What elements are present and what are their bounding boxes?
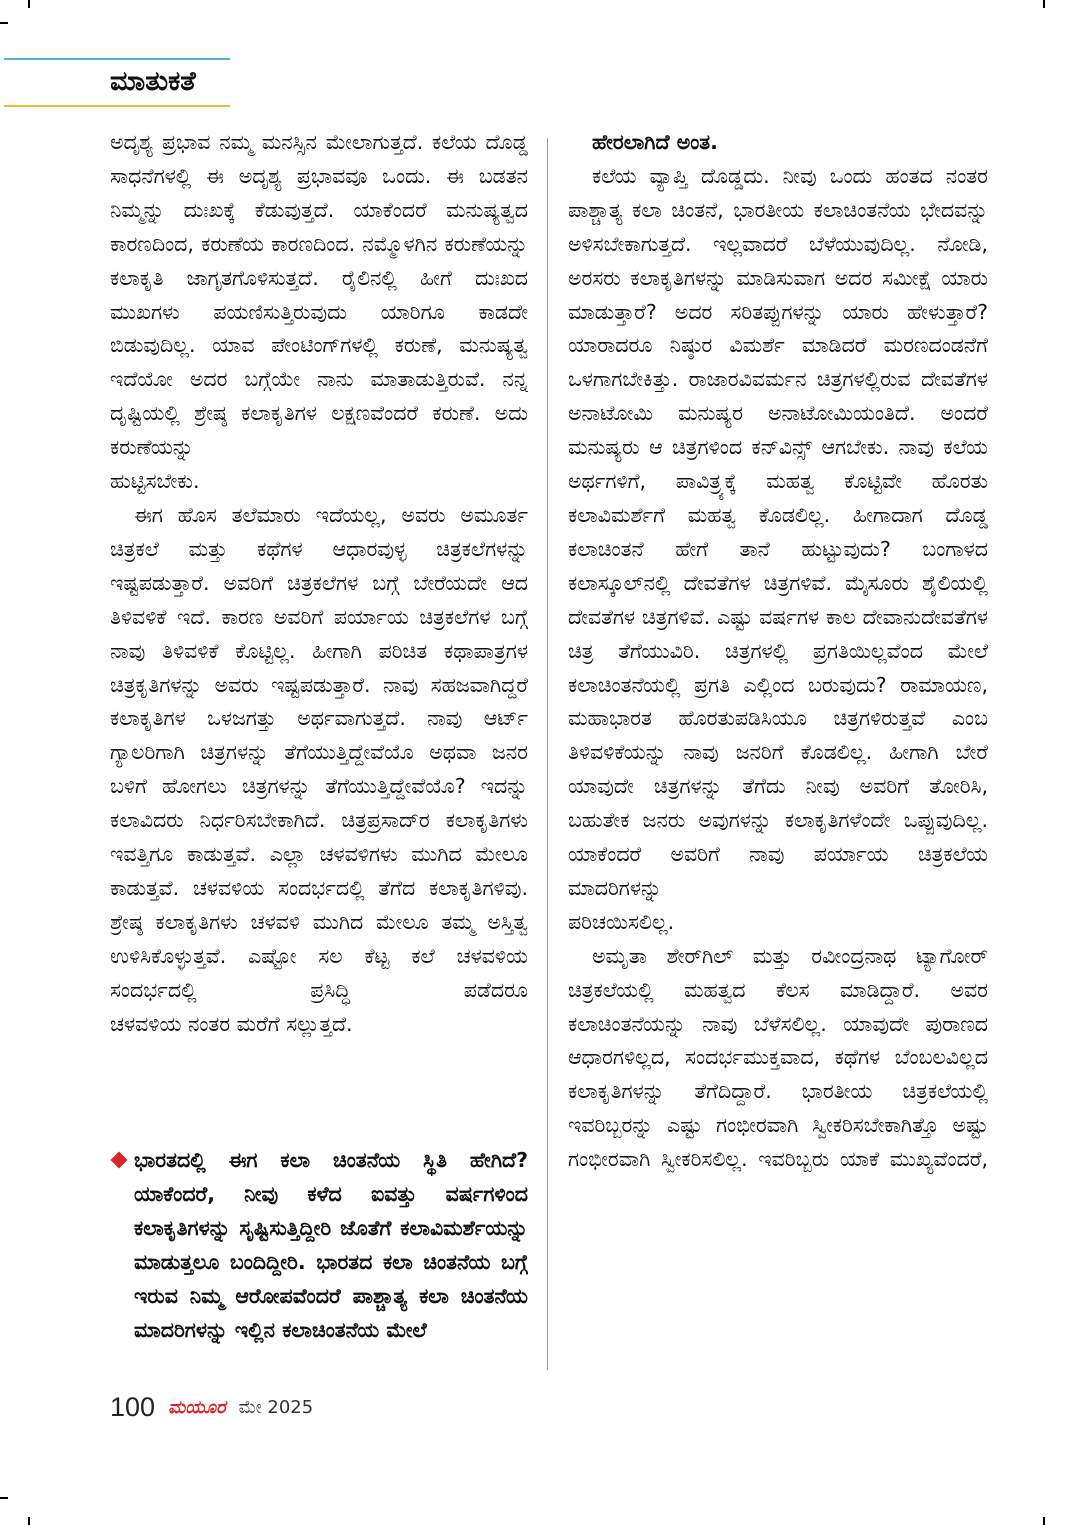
header-rule-bottom <box>4 105 230 107</box>
paragraph-last-line: ಪರಿಚಯಿಸಲಿಲ್ಲ. <box>568 909 675 934</box>
paragraph-text: ಅದೃಶ್ಯ ಪ್ರಭಾವ ನಮ್ಮ ಮನಸ್ಸಿನ ಮೇಲಾಗುತ್ತದೆ. ಕಲೆಯ ದೊಡ್ಡ ಸಾಧನೆಗಳಲ್ಲಿ ಈ ಅದೃಶ್ಯ ಪ್ರಭಾವವೂ ಒಂದು. ಈ ಬಡತನ ನಿಮ್ಮನ್ನು ದುಃಖಕ್ಕೆ ಕೆಡುವುತ್ತದೆ. ಯಾಕೆಂದರೆ ಮನುಷ್ಯತ್ವದ ಕಾರಣದಿಂದ, ಕರುಣೆಯ ಕಾರಣದಿಂದ. ನಮ್ಮೊಳಗಿನ ಕರುಣೆಯನ್ನು ಕಲಾಕೃತಿ ಜಾಗೃತಗೊಳಿಸುತ್ತದೆ. ರೈಲಿನಲ್ಲಿ ಹೀಗೆ ದುಃಖದ ಮುಖಗಳು ಪಯಣಿಸುತ್ತಿರುವುದು ಯಾರಿಗೂ ಕಾಡದೇ ಬಿಡುವುದಿಲ್ಲ. ಯಾವ ಪೇಂಟಿಂಗ್‌ಗಳಲ್ಲಿ ಕರುಣೆ, ಮನುಷ್ಯತ್ವ ಇದೆಯೋ ಅದರ ಬಗ್ಗೆಯೇ ನಾನು ಮಾತಾಡುತ್ತಿರುವೆ. ನನ್ನ ದೃಷ್ಟಿಯಲ್ಲಿ ಶ್ರೇಷ್ಠ ಕಲಾಕೃತಿಗಳ ಲಕ್ಷಣವೆಂದರೆ ಕರುಣೆ. ಅದು ಕರುಣೆಯನ್ನು <box>110 130 528 460</box>
paragraph-text: ಅಮೃತಾ ಶೇರ್‌ಗಿಲ್ ಮತ್ತು ರವೀಂದ್ರನಾಥ ಟ್ಯಾಗೋರ್ ಚಿತ್ರಕಲೆಯಲ್ಲಿ ಮಹತ್ವದ ಕೆಲಸ ಮಾಡಿದ್ದಾರೆ. ಅವರ ಕಲಾಚಿಂತನೆಯನ್ನು ನಾವು ಬೆಳೆಸಲಿಲ್ಲ. ಯಾವುದೇ ಪುರಾಣದ ಆಧಾರಗಳಿಲ್ಲದ, ಸಂದರ್ಭಮುಕ್ತವಾದ, ಕಥೆಗಳ ಬೆಂಬಲವಿಲ್ಲದ ಕಲಾಕೃತಿಗಳನ್ನು ತೆಗೆದಿದ್ದಾರೆ. ಭಾರತೀಯ ಚಿತ್ರಕಲೆಯಲ್ಲಿ ಇವರಿಬ್ಬರನ್ನು ಎಷ್ಟು ಗಂಭೀರವಾಗಿ ಸ್ವೀಕರಿಸಬೇಕಾಗಿತ್ತೊ ಅಷ್ಟು ಗಂಭೀರವಾಗಿ ಸ್ವೀಕರಿಸಲಿಲ್ಲ. ಇವರಿಬ್ಬರು ಯಾಕೆ ಮುಖ್ಯವೆಂದರೆ, <box>568 943 988 1172</box>
paragraph <box>568 126 988 160</box>
crop-mark <box>28 0 30 8</box>
column-divider <box>547 138 548 1370</box>
interview-question: ಭಾರತದಲ್ಲಿ ಈಗ ಕಲಾ ಚಿಂತನೆಯ ಸ್ಥಿತಿ ಹೇಗಿದೆ? ಯಾಕೆಂದರೆ, ನೀವು ಕಳೆದ ಐವತ್ತು ವರ್ಷಗಳಿಂದ ಕಲಾಕೃತಿಗಳನ್ನು ಸೃಷ್ಟಿಸುತ್ತಿದ್ದೀರಿ ಜೊತೆಗೆ ಕಲಾವಿಮರ್ಶೆಯನ್ನು ಮಾಡುತ್ತಲೂ ಬಂದಿದ್ದೀರಿ. ಭಾರತದ ಕಲಾ ಚಿಂತನೆಯ ಬಗ್ಗೆ ಇರುವ ನಿಮ್ಮ ಆರೋಪವೆಂದರೆ ಪಾಶ್ಚಾತ್ಯ ಕಲಾ ಚಿಂತನೆಯ ಮಾದರಿಗಳನ್ನು ಇಲ್ಲಿನ ಕಲಾಚಿಂತನೆಯ ಮೇಲೆ <box>134 1148 528 1342</box>
section-header <box>0 58 230 108</box>
paragraph <box>110 499 528 1042</box>
question-continuation: ಹೇರಲಾಗಿದೆ ಅಂತ. <box>592 130 718 154</box>
paragraph-last-line: ಚಳವಳಿಯ ನಂತರ ಮರೆಗೆ ಸಲ್ಲುತ್ತದೆ. <box>110 1011 353 1036</box>
magazine-logo: ಮಯೂರ <box>168 1397 226 1418</box>
crop-mark <box>1043 0 1045 8</box>
paragraph-text: ಕಲೆಯ ವ್ಯಾಪ್ತಿ ದೊಡ್ಡದು. ನೀವು ಒಂದು ಹಂತದ ನಂತರ ಪಾಶ್ಚಾತ್ಯ ಕಲಾ ಚಿಂತನೆ, ಭಾರತೀಯ ಕಲಾಚಿಂತನೆಯ ಭೇದವನ್ನು ಅಳಿಸಬೇಕಾಗುತ್ತದೆ. ಇಲ್ಲವಾದರೆ ಬೆಳೆಯುವುದಿಲ್ಲ. ನೋಡಿ, ಅರಸರು ಕಲಾಕೃತಿಗಳನ್ನು ಮಾಡಿಸುವಾಗ ಅದರ ಸಮೀಕ್ಷೆ ಯಾರು ಮಾಡುತ್ತಾರೆ? ಅದರ ಸರಿತಪ್ಪುಗಳನ್ನು ಯಾರು ಹೇಳುತ್ತಾರೆ? ಯಾರಾದರೂ ನಿಷ್ಠುರ ವಿಮರ್ಶೆ ಮಾಡಿದರೆ ಮರಣದಂಡನೆಗೆ ಒಳಗಾಗಬೇಕಿತ್ತು. ರಾಜಾರವಿವರ್ಮನ ಚಿತ್ರಗಳಲ್ಲಿರುವ ದೇವತೆಗಳ ಅನಾಟೋಮಿ ಮನುಷ್ಯರ ಅನಾಟೋಮಿಯಂತಿದೆ. ಅಂದರೆ ಮನುಷ್ಯರು ಆ ಚಿತ್ರಗಳಿಂದ ಕನ್‌ವಿನ್ಸ್ ಆಗಬೇಕು. ನಾವು ಕಲೆಯ ಅರ್ಥಗಳಿಗೆ, ಪಾವಿತ್ರ್ಯಕ್ಕೆ ಮಹತ್ವ ಕೊಟ್ಟಿವೇ ಹೊರತು ಕಲಾವಿಮರ್ಶೆಗೆ ಮಹತ್ವ ಕೊಡಲಿಲ್ಲ. ಹೀಗಾದಾಗ ದೊಡ್ಡ ಕಲಾಚಿಂತನೆ ಹೇಗೆ ತಾನೆ ಹುಟ್ಟುವುದು? ಬಂಗಾಳದ ಕಲಾಸ್ಕೂಲ್‌ನಲ್ಲಿ ದೇವತೆಗಳ ಚಿತ್ರಗಳಿವೆ. ಮೈಸೂರು ಶೈಲಿಯಲ್ಲಿ ದೇವತೆಗಳ ಚಿತ್ರಗಳಿವೆ. ಎಷ್ಟು ವರ್ಷಗಳ ಕಾಲ ದೇವಾನುದೇವತೆಗಳ ಚಿತ್ರ ತೆಗೆಯುವಿರಿ. ಚಿತ್ರಗಳಲ್ಲಿ ಪ್ರಗತಿಯಿಲ್ಲವೆಂದ ಮೇಲೆ ಕಲಾಚಿಂತನೆಯಲ್ಲಿ ಪ್ರಗತಿ ಎಲ್ಲಿಂದ ಬರುವುದು? ರಾಮಾಯಣ, ಮಹಾಭಾರತ ಹೊರತುಪಡಿಸಿಯೂ ಚಿತ್ರಗಳಿರುತ್ತವೆ ಎಂಬ ತಿಳಿವಳಿಕೆಯನ್ನು ನಾವು ಜನರಿಗೆ ಕೊಡಲಿಲ್ಲ. ಹೀಗಾಗಿ ಬೇರೆ ಯಾವುದೇ ಚಿತ್ರಗಳನ್ನು ತೆಗೆದು ನೀವು ಅವರಿಗೆ ತೋರಿಸಿ, ಬಹುತೇಕ ಜನರು ಅವುಗಳನ್ನು ಕಲಾಕೃತಿಗಳೆಂದೇ ಒಪ್ಪುವುದಿಲ್ಲ. ಯಾಕೆಂದರೆ ಅವರಿಗೆ ನಾವು ಪರ್ಯಾಯ ಚಿತ್ರಕಲೆಯ ಮಾದರಿಗಳನ್ನು <box>568 163 988 900</box>
header-rule-top <box>4 58 230 60</box>
paragraph-text: ಈಗ ಹೊಸ ತಲೆಮಾರು ಇದೆಯಲ್ಲ, ಅವರು ಅಮೂರ್ತ ಚಿತ್ರಕಲೆ ಮತ್ತು ಕಥೆಗಳ ಆಧಾರವುಳ್ಳ ಚಿತ್ರಕಲೆಗಳನ್ನು ಇಷ್ಟಪಡುತ್ತಾರೆ. ಅವರಿಗೆ ಚಿತ್ರಕಲೆಗಳ ಬಗ್ಗೆ ಬೇರೆಯದೇ ಆದ ತಿಳಿವಳಿಕೆ ಇದೆ. ಕಾರಣ ಅವರಿಗೆ ಪರ್ಯಾಯ ಚಿತ್ರಕಲೆಗಳ ಬಗ್ಗೆ ನಾವು ತಿಳಿವಳಿಕೆ ಕೊಟ್ಟಿಲ್ಲ. ಹೀಗಾಗಿ ಪರಿಚಿತ ಕಥಾಪಾತ್ರಗಳ ಚಿತ್ರಕೃತಿಗಳನ್ನು ಅವರು ಇಷ್ಟಪಡುತ್ತಾರೆ. ನಾವು ಸಹಜವಾಗಿದ್ದರೆ ಕಲಾಕೃತಿಗಳ ಒಳಜಗತ್ತು ಅರ್ಥವಾಗುತ್ತದೆ. ನಾವು ಆರ್ಟ್ ಗ್ಯಾಲರಿಗಾಗಿ ಚಿತ್ರಗಳನ್ನು ತೆಗೆಯುತ್ತಿದ್ದೇವೆಯೊ ಅಥವಾ ಜನರ ಬಳಿಗೆ ಹೋಗಲು ಚಿತ್ರಗಳನ್ನು ತೆಗೆಯುತ್ತಿದ್ದೇವೆಯೊ? ಇದನ್ನು ಕಲಾವಿದರು ನಿರ್ಧರಿಸಬೇಕಾಗಿದೆ. ಚಿತ್ರಪ್ರಸಾದ್‌ರ ಕಲಾಕೃತಿಗಳು ಇವತ್ತಿಗೂ ಕಾಡುತ್ತವೆ. ಎಲ್ಲಾ ಚಳವಳಿಗಳು ಮುಗಿದ ಮೇಲೂ ಕಾಡುತ್ತವೆ. ಚಳವಳಿಯ ಸಂದರ್ಭದಲ್ಲಿ ತೆಗೆದ ಕಲಾಕೃತಿಗಳಿವು. ಶ್ರೇಷ್ಠ ಕಲಾಕೃತಿಗಳು ಚಳವಳಿ ಮುಗಿದ ಮೇಲೂ ತಮ್ಮ ಅಸ್ತಿತ್ವ ಉಳಿಸಿಕೊಳ್ಳುತ್ತವೆ. ಎಷ್ಟೋ ಸಲ ಕೆಟ್ಟ ಕಲೆ ಚಳವಳಿಯ ಸಂದರ್ಭದಲ್ಲಿ ಪ್ರಸಿದ್ಧಿ ಪಡೆದರೂ <box>110 502 528 1002</box>
crop-mark <box>28 1517 30 1525</box>
crop-mark <box>1043 1517 1045 1525</box>
question-bullet-icon <box>111 1152 128 1169</box>
left-column <box>110 126 528 1146</box>
section-title: ಮಾತುಕತೆ <box>110 66 196 97</box>
crop-mark <box>0 1497 8 1499</box>
issue-date: ಮೇ 2025 <box>238 1397 314 1418</box>
page-number: 100 <box>110 1392 156 1422</box>
paragraph-last-line: ಹುಟ್ಟಿಸಬೇಕು. <box>110 469 200 494</box>
crop-mark <box>0 22 8 24</box>
paragraph <box>568 160 988 940</box>
paragraph <box>110 126 528 499</box>
page-footer <box>110 1392 313 1428</box>
paragraph <box>568 940 988 1177</box>
right-column <box>568 126 988 1376</box>
